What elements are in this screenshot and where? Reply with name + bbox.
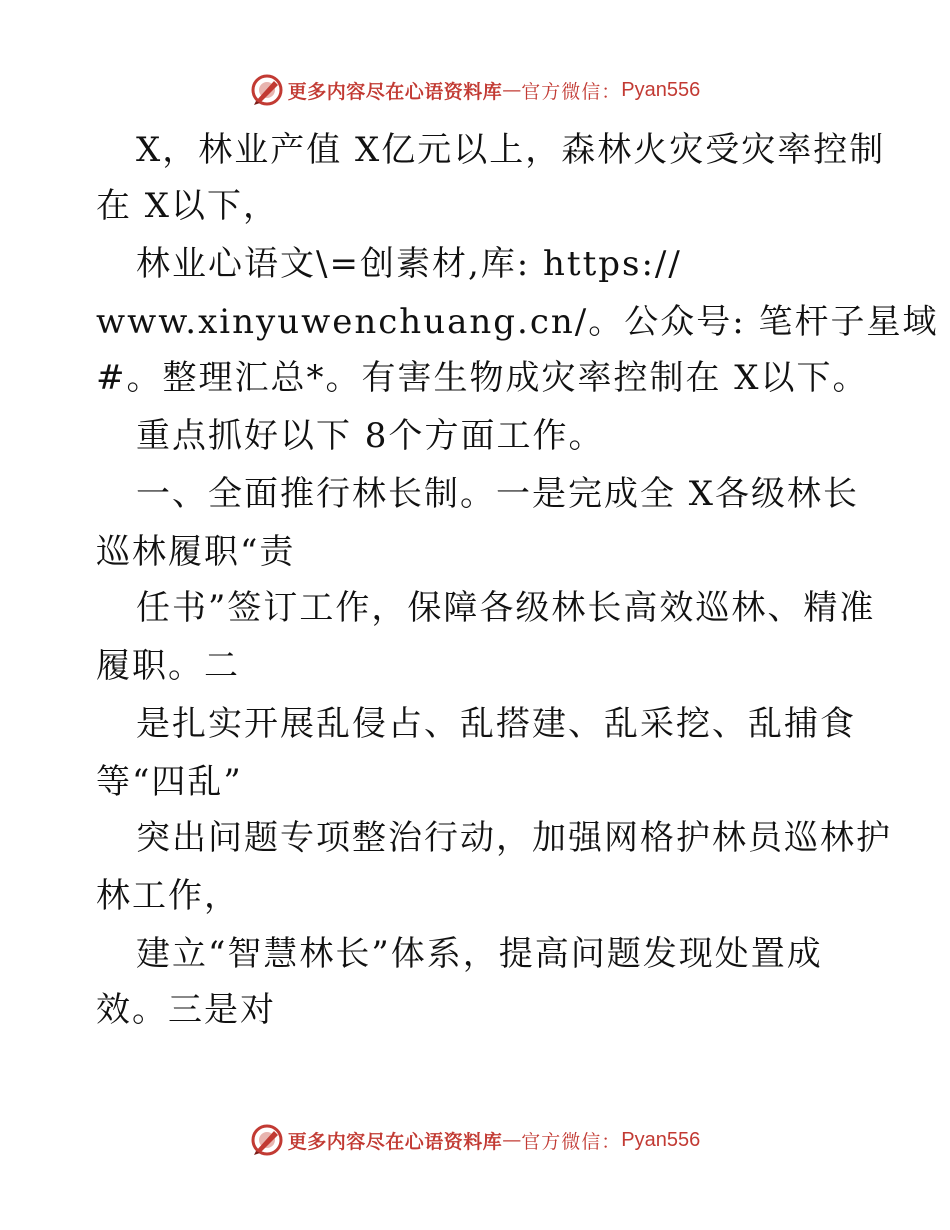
body-line: 巡林履职“责 (96, 532, 296, 572)
body-line: 重点抓好以下 8个方面工作。 (136, 416, 605, 456)
header-official-label: 官方微信： (521, 80, 622, 103)
body-line: 是扎实开展乱侵占、乱搭建、乱采挖、乱捕食 (136, 704, 856, 744)
header-separator: — (502, 79, 522, 101)
header-wechat-id: Pyan556 (621, 78, 701, 101)
pen-logo-icon (250, 1123, 284, 1157)
body-line: 效。三是对 (96, 990, 276, 1030)
body-line: X，林业产值 X亿元以上，森林火灾受灾率控制 (136, 130, 886, 170)
body-line: 林工作， (96, 876, 240, 916)
footer-separator: — (502, 1129, 522, 1151)
footer-official-label: 官方微信： (521, 1130, 622, 1153)
body-line: 突出问题专项整治行动，加强网格护林员巡林护 (136, 818, 892, 858)
body-line: www.xinyuwenchuang.cn/。公众号: 笔杆子星域 (96, 302, 939, 342)
body-line: 等“四乱” (96, 762, 243, 802)
footer-brand-text: 更多内容尽在心语资料库 (287, 1130, 503, 1153)
body-line: 一、全面推行林长制。一是完成全 X各级林长 (136, 474, 860, 514)
body-line: 任书”签订工作，保障各级林长高效巡林、精准 (136, 588, 876, 628)
body-line: 在 X以下， (96, 186, 280, 226)
footer-wechat-id: Pyan556 (621, 1128, 701, 1151)
body-line: 林业心语文\=创素材,库: https:// (136, 244, 682, 284)
pen-logo-icon (250, 73, 284, 107)
body-line: 建立“智慧林长”体系，提高问题发现处置成 (136, 934, 823, 974)
header-banner (0, 70, 950, 110)
header-brand-text: 更多内容尽在心语资料库 (287, 80, 503, 103)
footer-banner (0, 1120, 950, 1160)
body-line: #。整理汇总*。有害生物成灾率控制在 X以下。 (96, 358, 869, 398)
body-line: 履职。二 (96, 646, 240, 686)
